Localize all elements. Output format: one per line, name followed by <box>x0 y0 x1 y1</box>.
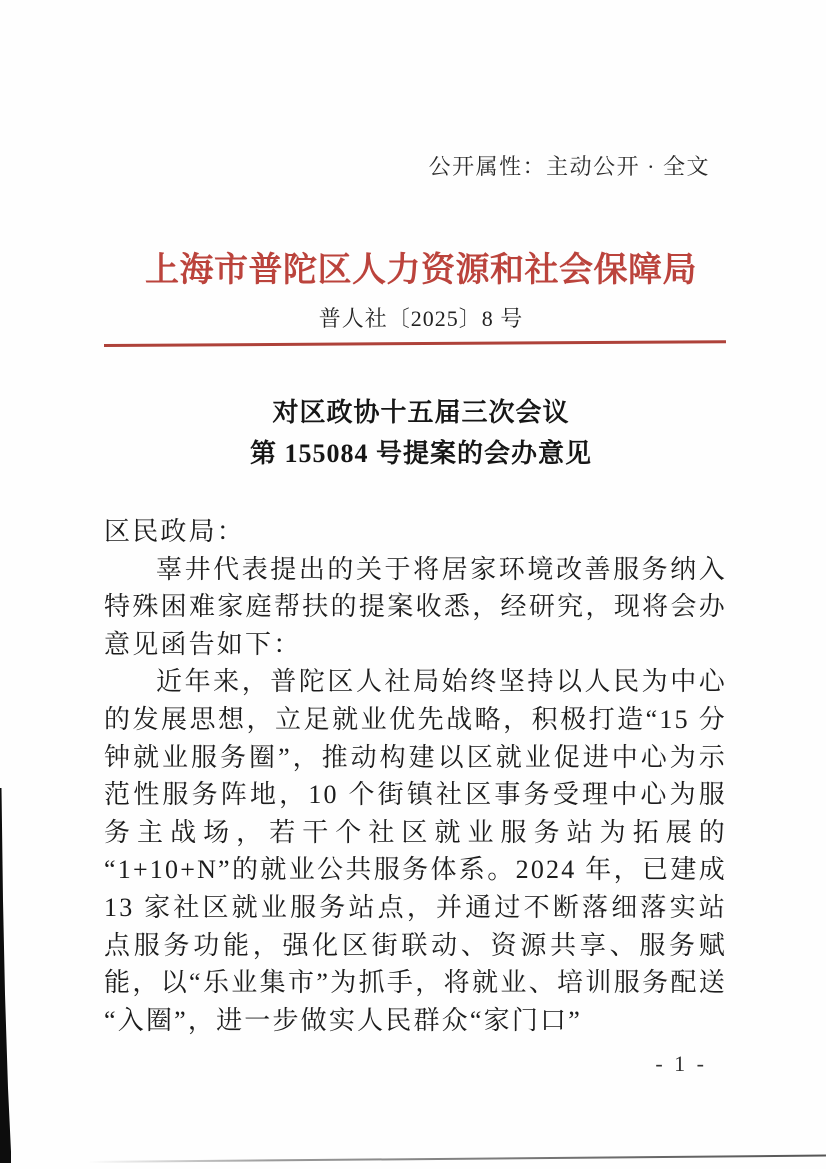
scan-edge-artifact-left <box>0 788 12 1163</box>
issuing-agency-title: 上海市普陀区人力资源和社会保障局 <box>145 252 697 289</box>
page-number: - 1 - <box>655 1051 707 1076</box>
document-title-line1: 对区政协十五届三次会议 <box>272 398 570 427</box>
red-separator-rule <box>104 340 726 347</box>
document-title <box>8 392 826 474</box>
salutation: 区民政局： <box>104 517 246 546</box>
document-reference-number: 普人社〔2025〕8 号 <box>318 306 524 331</box>
scan-edge-artifact-bottom <box>88 1155 826 1163</box>
body-paragraph: 辜井代表提出的关于将居家环境改善服务纳入特殊困难家庭帮扶的提案收悉，经研究，现将会办意见函告如下： <box>104 554 727 659</box>
document-body <box>104 513 727 1039</box>
body-paragraph: 近年来，普陀区人社局始终坚持以人民为中心的发展思想，立足就业优先战略，积极打造“15 分钟就业服务圈”，推动构建以区就业促进中心为示范性服务阵地，10 个街镇社区事务受理中心为服务主战场，若干个社区就业服务站为拓展的“1+10+N”的就业公共服务体系。2024 年，已建成 13 家社区就业服务站点，并通过不断落细落实站点服务功能，强化区街联动、资源共享、服务赋能，以“乐业集市”为抓手，将就业、培训服务配送“入圈”，进一步做实人民群众“家门口” <box>104 667 727 1035</box>
publicity-attribute-label: 公开属性：主动公开 · 全文 <box>428 154 710 179</box>
document-title-line2: 第 155084 号提案的会办意见 <box>249 439 592 468</box>
